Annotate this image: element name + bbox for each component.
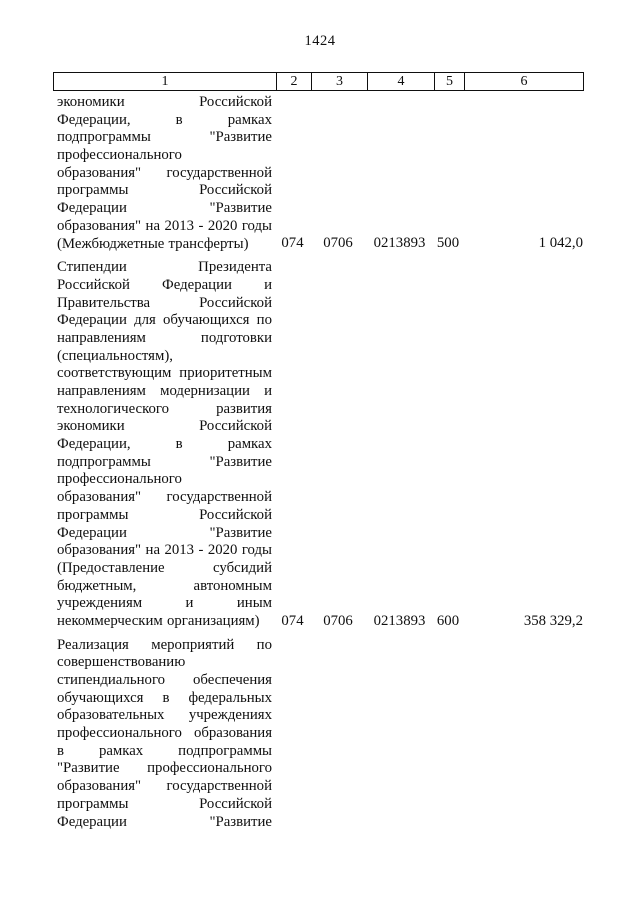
table-row [53, 94, 584, 253]
text-line: совершенствованию [57, 654, 186, 671]
text-line: Реализация мероприятий по [57, 636, 272, 653]
cell-amount: 358 329,2 [523, 612, 583, 629]
text-line: профессионального образования [57, 725, 272, 742]
cell-chapter-code: 074 [281, 612, 304, 629]
table-body [53, 91, 584, 831]
row-description [53, 637, 275, 832]
cell-expense-type-code [433, 637, 463, 832]
text-line: подпрограммы "Развитие [57, 453, 272, 470]
cell-chapter-code: 074 [281, 235, 304, 252]
row-description [53, 259, 275, 630]
text-line: Правительства Российской [57, 294, 272, 311]
text-line: подпрограммы "Развитие [57, 129, 272, 146]
column-header-1: 1 [161, 73, 169, 89]
text-line: некоммерческим организациям) [57, 612, 260, 629]
text-line: Стипендии Президента [57, 259, 272, 276]
page-number: 1424 [304, 33, 336, 49]
text-line: соответствующим приоритетным [57, 365, 272, 382]
text-line: образования" государственной [57, 489, 272, 506]
table-row [53, 259, 584, 630]
cell-target-article-code [366, 637, 433, 832]
budget-table [53, 72, 584, 837]
table-header-row [53, 72, 584, 91]
text-line: технологического развития [57, 400, 272, 417]
column-header-2: 2 [276, 73, 311, 90]
text-line: экономики Российской [57, 94, 272, 110]
cell-amount: 1 042,0 [538, 235, 583, 252]
text-line: (специальностям), [57, 347, 173, 364]
text-line: профессионального [57, 147, 182, 164]
cell-section-code [310, 637, 366, 832]
text-line: программы Российской [57, 506, 272, 523]
text-line: учреждениям и иным [57, 595, 272, 612]
text-line: (Предоставление субсидий [57, 559, 272, 576]
cell-expense-type-code: 600 [436, 612, 460, 629]
text-line: направлениям модернизации и [57, 383, 272, 399]
cell-section-code: 0706 [323, 612, 353, 629]
text-line: направлениям подготовки [57, 329, 272, 346]
text-line: Федерации, в рамках [57, 436, 272, 453]
cell-target-article-code: 0213893 [373, 612, 426, 629]
text-line: стипендиального обеспечения [57, 672, 272, 688]
text-line: программы Российской [57, 182, 272, 199]
cell-chapter-code [275, 637, 310, 832]
text-line: профессионального [57, 471, 182, 488]
text-line: образования" на 2013 - 2020 годы [57, 542, 272, 559]
text-line: обучающихся в федеральных [57, 689, 272, 706]
text-line: Федерации для обучающихся по [57, 312, 272, 329]
text-line: образования" на 2013 - 2020 годы [57, 217, 272, 234]
column-header-4: 4 [367, 73, 434, 90]
column-header-6: 6 [464, 73, 583, 90]
text-line: "Развитие профессионального [57, 760, 272, 777]
cell-target-article-code: 0213893 [373, 235, 426, 252]
text-line: экономики Российской [57, 418, 272, 435]
text-line: образовательных учреждениях [57, 707, 272, 724]
cell-expense-type-code: 500 [436, 235, 460, 252]
column-header-5: 5 [434, 73, 464, 90]
table-row [53, 637, 584, 832]
text-line: Федерации "Развитие [57, 200, 272, 217]
text-line: (Межбюджетные трансферты) [57, 235, 249, 252]
column-header-3: 3 [311, 73, 367, 90]
cell-section-code: 0706 [323, 235, 353, 252]
text-line: программы Российской [57, 795, 272, 812]
text-line: Федерации, в рамках [57, 111, 272, 128]
text-line: Российской Федерации и [57, 276, 272, 293]
text-line: в рамках подпрограммы [57, 742, 272, 759]
row-description [53, 94, 275, 253]
cell-amount [463, 637, 584, 832]
text-line: бюджетным, автономным [57, 577, 272, 594]
text-line: образования" государственной [57, 778, 272, 795]
text-line: Федерации "Развитие [57, 524, 272, 541]
text-line: образования" государственной [57, 164, 272, 181]
text-line: Федерации "Развитие [57, 813, 272, 830]
